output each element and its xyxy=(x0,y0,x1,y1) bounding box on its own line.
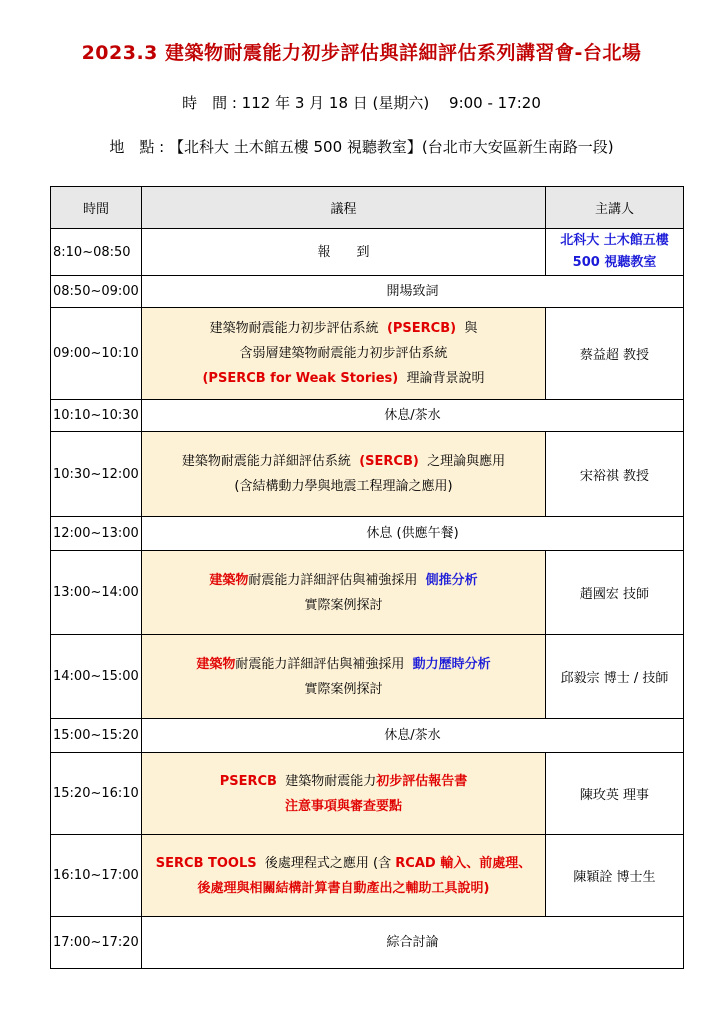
agenda-highlight: PSERCB xyxy=(219,773,277,789)
table-row xyxy=(51,635,684,719)
agenda-highlight: RCAD 輸入、前處理、 xyxy=(395,855,532,871)
header-time: 時間 xyxy=(51,187,142,229)
table-row xyxy=(51,753,684,835)
header-speaker: 主講人 xyxy=(546,187,684,229)
table-row xyxy=(51,917,684,969)
table-row xyxy=(51,517,684,551)
row-agenda: 休息 (供應午餐) xyxy=(142,517,684,551)
agenda-highlight: (PSERCB) xyxy=(386,321,457,336)
row-agenda: 綜合討論 xyxy=(142,917,684,969)
agenda-text: 與 xyxy=(464,321,478,336)
schedule-table xyxy=(50,186,684,969)
agenda-text: 建築物耐震能力初步評估系統 xyxy=(209,321,379,336)
agenda-line xyxy=(144,449,543,474)
row-speaker xyxy=(546,229,684,276)
row-agenda: 休息/茶水 xyxy=(142,400,684,432)
row-agenda xyxy=(142,753,546,835)
agenda-text: 之理論與應用 xyxy=(427,454,506,469)
agenda-line: 後處理與相關結構計算書自動產出之輔助工具說明) xyxy=(197,880,490,896)
agenda-line xyxy=(144,366,543,391)
agenda-highlight: 建築物 xyxy=(196,656,236,672)
row-agenda xyxy=(142,432,546,517)
agenda-highlight: 側推分析 xyxy=(425,572,478,588)
agenda-line: 含弱層建築物耐震能力初步評估系統 xyxy=(239,346,448,361)
agenda-highlight: 初步評估報告書 xyxy=(376,773,468,789)
agenda-line xyxy=(144,769,543,794)
row-agenda xyxy=(142,635,546,719)
row-time: 15:20~16:10 xyxy=(51,753,142,835)
row-time: 09:00~10:10 xyxy=(51,308,142,400)
row-agenda xyxy=(142,551,546,635)
agenda-text: 耐震能力詳細評估與補強採用 xyxy=(248,572,418,588)
agenda-line: 實際案例探討 xyxy=(304,681,383,697)
row-time: 15:00~15:20 xyxy=(51,719,142,753)
table-row xyxy=(51,551,684,635)
row-speaker: 宋裕祺 教授 xyxy=(546,432,684,517)
row-agenda xyxy=(142,308,546,400)
table-row xyxy=(51,719,684,753)
header-agenda: 議程 xyxy=(142,187,546,229)
table-row xyxy=(51,400,684,432)
row-agenda xyxy=(142,835,546,917)
row-time: 14:00~15:00 xyxy=(51,635,142,719)
agenda-text: 後處理程式之應用 (含 xyxy=(264,855,392,871)
row-agenda: 報 到 xyxy=(142,229,546,276)
agenda-highlight: (SERCB) xyxy=(359,454,419,469)
table-row xyxy=(51,835,684,917)
row-speaker: 蔡益超 教授 xyxy=(546,308,684,400)
agenda-line xyxy=(144,316,543,341)
table-row xyxy=(51,229,684,276)
row-speaker: 趙國宏 技師 xyxy=(546,551,684,635)
agenda-text: 建築物耐震能力 xyxy=(285,773,377,789)
agenda-text: 耐震能力詳細評估與補強採用 xyxy=(235,656,405,672)
agenda-line: 實際案例探討 xyxy=(304,597,383,613)
registration-location-line1: 北科大 土木館五樓 xyxy=(560,233,669,248)
agenda-line: 注意事項與審查要點 xyxy=(284,798,402,814)
row-time: 8:10~08:50 xyxy=(51,229,142,276)
event-time: 時 間 : 112 年 3 月 18 日 (星期六) 9:00 - 17:20 xyxy=(182,94,541,112)
table-row xyxy=(51,432,684,517)
agenda-text: 建築物耐震能力詳細評估系統 xyxy=(181,454,351,469)
table-row xyxy=(51,276,684,308)
table-row xyxy=(51,308,684,400)
page-title: 2023.3 建築物耐震能力初步評估與詳細評估系列講習會-台北場 xyxy=(81,42,642,64)
row-agenda: 休息/茶水 xyxy=(142,719,684,753)
row-time: 16:10~17:00 xyxy=(51,835,142,917)
row-agenda: 開場致詞 xyxy=(142,276,684,308)
row-time: 10:10~10:30 xyxy=(51,400,142,432)
agenda-line xyxy=(144,851,543,876)
row-time: 17:00~17:20 xyxy=(51,917,142,969)
row-speaker: 陳玫英 理事 xyxy=(546,753,684,835)
row-speaker: 邱毅宗 博士 / 技師 xyxy=(546,635,684,719)
agenda-highlight: 動力歷時分析 xyxy=(412,656,491,672)
agenda-line xyxy=(144,652,543,677)
registration-location-line2: 500 視聽教室 xyxy=(572,255,657,270)
row-time: 08:50~09:00 xyxy=(51,276,142,308)
row-time: 12:00~13:00 xyxy=(51,517,142,551)
agenda-line xyxy=(144,568,543,593)
row-time: 10:30~12:00 xyxy=(51,432,142,517)
row-speaker: 陳穎詮 博士生 xyxy=(546,835,684,917)
row-time: 13:00~14:00 xyxy=(51,551,142,635)
agenda-line: (含結構動力學與地震工程理論之應用) xyxy=(234,479,453,494)
agenda-text: 理論背景說明 xyxy=(406,371,485,386)
agenda-highlight: 建築物 xyxy=(209,572,249,588)
table-header-row xyxy=(51,187,684,229)
agenda-highlight: (PSERCB for Weak Stories) xyxy=(202,371,399,386)
event-location: 地 點 : 【北科大 土木館五樓 500 視聽教室】(台北市大安區新生南路一段) xyxy=(109,138,614,156)
agenda-highlight: SERCB TOOLS xyxy=(155,855,257,871)
